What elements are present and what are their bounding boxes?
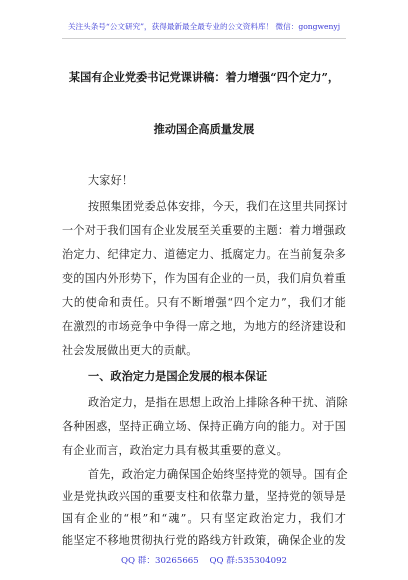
- paragraph-line: 各种困惑，坚持正确立场、保持正确方向的能力。对于国: [62, 420, 346, 433]
- footer-qq-group-2: QQ 群:535304092: [209, 556, 288, 566]
- paragraph-line: 政治定力，是指在思想上政治上排除各种干扰、消除: [88, 396, 348, 409]
- paragraph-line: 社会发展做出更大的贡献。: [62, 344, 198, 357]
- paragraph-line: 按照集团党委总体安排，今天，我们在这里共同探讨: [88, 200, 348, 213]
- document-title-line-2: 推动国企高质量发展: [153, 122, 255, 136]
- paragraph-line: 有企业而言，政治定力具有极其重要的意义。: [62, 444, 288, 457]
- paragraph-line: 治定力、纪律定力、道德定力、抵腐定力。在当前复杂多: [62, 248, 346, 261]
- paragraph-line: 业是党执政兴国的重要支柱和依靠力量，坚持党的领导是: [62, 490, 346, 503]
- paragraph-line: 变的国内外形势下，作为国有企业的一员，我们肩负着重: [62, 272, 346, 285]
- paragraph-line: 大的使命和责任。只有不断增强“四个定力”，我们才能: [62, 296, 346, 309]
- footer: [0, 554, 408, 566]
- header-divider: [62, 38, 346, 39]
- paragraph-line: 首先，政治定力确保国企始终坚持党的领导。国有企: [88, 468, 348, 481]
- paragraph-line: 在激烈的市场竞争中争得一席之地，为地方的经济建设和: [62, 320, 346, 333]
- greeting: 大家好！: [88, 174, 134, 187]
- footer-qq-group-1: QQ 群：30265665: [120, 556, 199, 566]
- header-banner: 关注头条号“公文研究”，获得最新最全最专业的公文资料库！ 微信：gongwenyj: [67, 22, 341, 31]
- paragraph-line: 能坚定不移地贯彻执行党的路线方针政策，确保企业的发: [62, 534, 346, 547]
- section-heading-1: 一、政治定力是国企发展的根本保证: [88, 369, 268, 383]
- document-title-line-1: 某国有企业党委书记党课讲稿：着力增强“四个定力”，: [68, 70, 340, 84]
- paragraph-line: 一个对于我们国有企业发展至关重要的主题：着力增强政: [62, 224, 346, 237]
- paragraph-line: 国有企业的“根”和“魂”。只有坚定政治定力，我们才: [62, 512, 346, 525]
